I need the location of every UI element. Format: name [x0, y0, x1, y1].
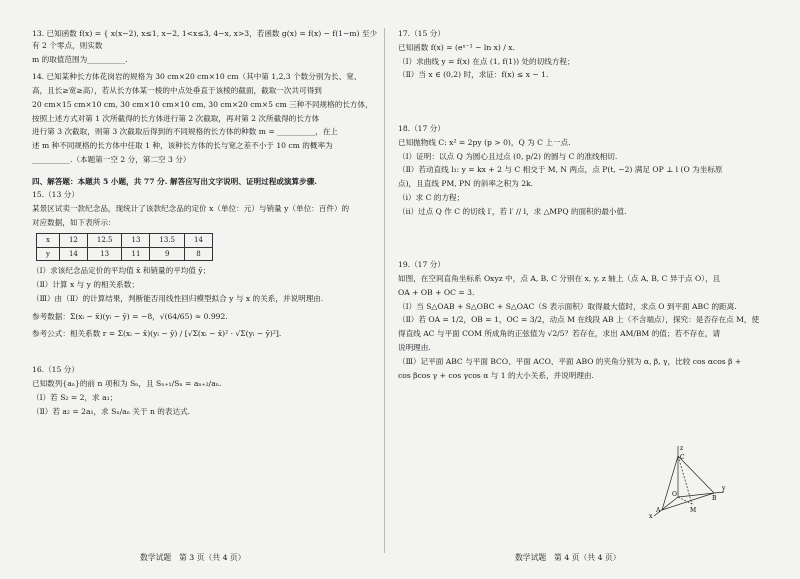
table-cell: 13 — [87, 247, 122, 261]
label-a: A — [656, 507, 661, 514]
q15-data-table — [36, 233, 213, 262]
question-13 — [32, 28, 382, 65]
coordinate-figure — [648, 442, 728, 520]
table-row-y — [37, 247, 213, 261]
q19-part2a: （Ⅱ）若 OA = 1/2，OB = 1，OC = 3/2，动点 M 在线段 AB 上（不含端点），探究：是否存在点 M，使 — [398, 315, 760, 325]
table-cell: 9 — [150, 247, 185, 261]
question-16 — [32, 364, 382, 417]
table-cell: 14 — [59, 247, 87, 261]
table-cell: 13 — [122, 233, 150, 247]
q18-line1: 已知抛物线 C: x² = 2py (p > 0)，Q 为 C 上一点. — [398, 137, 571, 147]
q14-line4: 按照上述方式对第 1 次所截得的长方体进行第 2 次截取，再对第 2 次所截得的长方体 — [32, 113, 320, 123]
q19-part2c: 说明理由. — [398, 343, 431, 353]
q14-line2: 高，且长≥宽≥高），若从长方体某一棱的中点处垂直于该棱的截面，截取一次共可得到 — [32, 86, 322, 96]
q13-line1: 13. 已知函数 f(x) = { x(x−2), x≤1, x−2, 1<x≤3, 4−x, x>3，若函数 g(x) = f(x) − f(1−m) 至少有 2 个零点，则实数 — [32, 29, 378, 50]
q18-head: 18.（17 分） — [398, 124, 445, 134]
table-cell: x — [37, 233, 60, 247]
q17-head: 17.（15 分） — [398, 29, 445, 38]
edge-ab — [662, 493, 714, 510]
q19-part3a: （Ⅲ）记平面 ABC 与平面 BCO、平面 ACO、平面 ABO 的夹角分别为 α, β, γ，比较 cos αcos β + — [398, 356, 742, 366]
q19-line1: 如图，在空间直角坐标系 Oxyz 中，点 A, B, C 分别在 x, y, z 轴上（点 A, B, C 异于点 O），且 — [398, 274, 721, 284]
edge-ca — [662, 456, 678, 510]
q18-part1: （Ⅰ）证明：以点 Q 为圆心且过点 (0, p/2) 的圆与 C 的准线相切. — [398, 151, 618, 161]
q15-part1: （Ⅰ）求该纪念品定价的平均值 x̄ 和销量的平均值 ȳ； — [32, 266, 211, 276]
column-divider — [384, 28, 385, 553]
q16-part2: （Ⅱ）若 a₂ = 2a₁，求 Sₙ/aₙ 关于 n 的表达式. — [32, 406, 191, 416]
question-15 — [32, 189, 382, 340]
label-c: C — [680, 454, 685, 461]
q19-part3b: cos βcos γ + cos γcos α 与 1 的大小关系，并说明理由. — [398, 370, 594, 380]
question-18 — [398, 123, 773, 217]
right-column — [398, 28, 773, 383]
footer-page-3: 数学试题 第 3 页（共 4 页） — [140, 553, 246, 562]
question-19 — [398, 259, 773, 381]
footer-page-4: 数学试题 第 4 页（共 4 页） — [515, 553, 621, 562]
q15-head: 15.（13 分） — [32, 190, 79, 200]
q14-line1: 14. 已知某种长方体花岗岩的规格为 30 cm×20 cm×10 cm（其中第 1,2,3 个数分别为长、宽、 — [32, 72, 362, 82]
question-14 — [32, 71, 382, 165]
label-y: y — [722, 485, 726, 492]
label-b: B — [712, 495, 717, 502]
section-title: 四、解答题：本题共 5 小题，共 77 分. 解答应写出文字说明、证明过程或演算步骤. — [32, 176, 317, 186]
table-cell: y — [37, 247, 60, 261]
left-column — [32, 28, 382, 419]
q18-part2a: （Ⅱ）若动直线 l₁: y = kx + 2 与 C 相交于 M, N 两点，点 P(t, −2) 满足 OP ⊥ l (O 为坐标原 — [398, 165, 723, 175]
q13-line2: m 的取值范围为__________. — [32, 54, 128, 64]
q16-part1: （Ⅰ）若 S₂ = 2，求 a₁； — [32, 392, 118, 402]
q15-ref-formula: 参考公式：相关系数 r = Σ(xᵢ − x̄)(yᵢ − ȳ) / [√Σ(xᵢ − x̄)² · √Σ(yᵢ − ȳ)²]. — [32, 329, 282, 339]
q19-line2: OA + OB + OC = 3. — [398, 287, 475, 297]
table-cell: 11 — [122, 247, 150, 261]
q17-line1: 已知函数 f(x) = (eˣ⁻¹ − ln x) / x. — [398, 42, 515, 52]
table-cell: 12 — [59, 233, 87, 247]
question-17 — [398, 28, 773, 81]
q14-line6: 述 m 种不同规格的长方体中任取 1 种，该种长方体的长与宽之差不小于 10 cm 的概率为 — [32, 141, 333, 151]
table-cell: 14 — [185, 233, 213, 247]
q15-part3: （Ⅲ）由（Ⅱ）的计算结果，判断能否用线性回归模型拟合 y 与 x 的关系，并说明理由. — [32, 293, 324, 303]
q19-head: 19.（17 分） — [398, 260, 445, 270]
table-cell: 8 — [185, 247, 213, 261]
q14-line7: __________.（本题第一空 2 分，第二空 3 分） — [32, 154, 191, 164]
q19-part2b: 得直线 AC 与平面 COM 所成角的正弦值为 √2/5？若存在，求出 AM/BM 的值；若不存在，请 — [398, 329, 721, 339]
q18-sub1: （ⅰ）求 C 的方程； — [398, 192, 465, 202]
q14-line3: 20 cm×15 cm×10 cm, 30 cm×10 cm×10 cm, 30 cm×20 cm×5 cm 三种不同规格的长方体， — [32, 99, 373, 109]
label-m: M — [690, 507, 697, 514]
q18-part2b: 点)，且直线 PM, PN 的斜率之积为 2k. — [398, 179, 534, 189]
q17-part2: （Ⅱ）当 x ∈ (0,2) 时，求证：f(x) ≤ x − 1. — [398, 70, 549, 80]
table-cell: 12.5 — [87, 233, 122, 247]
q15-part2: （Ⅱ）计算 x 与 y 的相关系数； — [32, 280, 139, 290]
q16-line1: 已知数列{aₙ}的前 n 项和为 Sₙ，且 Sₙ₊₁/Sₙ = aₙ₊₂/aₙ. — [32, 379, 222, 388]
q15-line1: 某景区试卖一款纪念品，现统计了该款纪念品的定价 x（单位：元）与销量 y（单位：百件）的 — [32, 204, 350, 214]
q15-ref-data: 参考数据：Σ(xᵢ − x̄)(yᵢ − ȳ) = −8，√(64/65) ≈ 0.992. — [32, 311, 228, 321]
q15-line2: 对应数据，如下表所示： — [32, 217, 116, 227]
q19-part1: （Ⅰ）当 S△OAB + S△OBC + S△OAC（S 表示面积）取得最大值时，求点 O 到平面 ABC 的距离. — [398, 301, 737, 311]
table-cell: 13.5 — [150, 233, 185, 247]
q16-head: 16.（15 分） — [32, 365, 79, 375]
label-x: x — [649, 513, 653, 520]
q17-part1: （Ⅰ）求曲线 y = f(x) 在点 (1, f(1)) 处的切线方程； — [398, 56, 575, 66]
label-z: z — [680, 445, 684, 452]
y-axis — [678, 492, 724, 497]
table-row-x — [37, 233, 213, 247]
q18-sub2: （ⅱ）过点 Q 作 C 的切线 l′，若 l′ // l，求 △MPQ 的面积的最小值. — [398, 206, 627, 216]
q14-line5: 进行第 3 次截取，则第 3 次截取后得到的不同规格的长方体的种数 m = __________，在上 — [32, 127, 338, 137]
label-o: O — [672, 491, 677, 498]
